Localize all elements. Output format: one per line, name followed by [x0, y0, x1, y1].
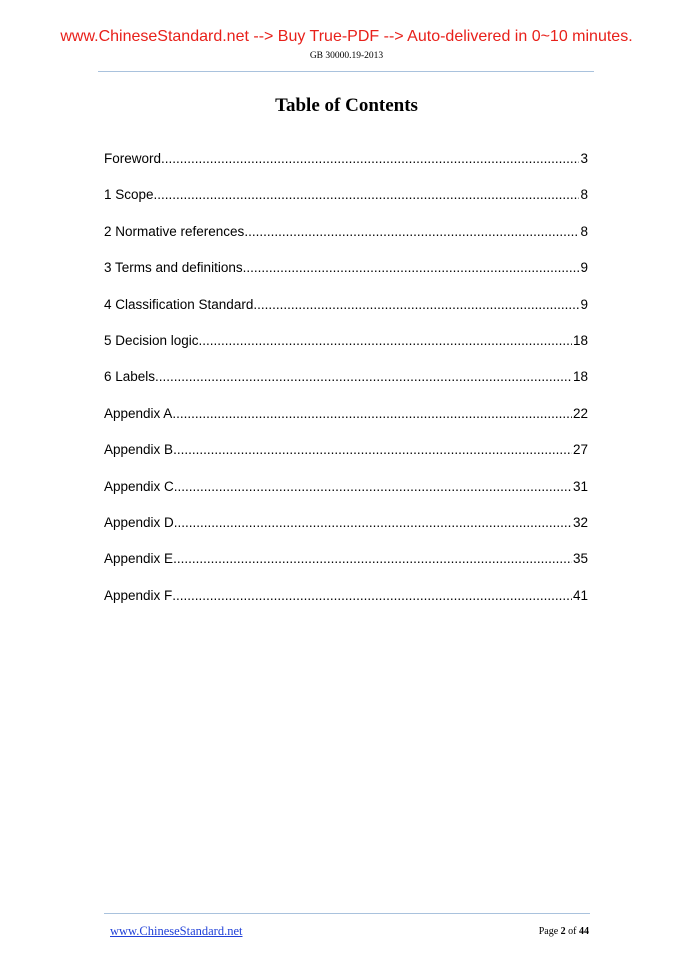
toc-entry-label: Appendix A — [104, 405, 173, 421]
toc-dot-leader — [172, 587, 572, 605]
toc-entry-scope[interactable] — [104, 186, 588, 222]
toc-entry-label: 5 Decision logic — [104, 332, 199, 348]
toc-entry-label: 6 Labels — [104, 369, 156, 385]
footer-website-link[interactable]: www.ChineseStandard.net — [110, 924, 243, 938]
toc-entry-page: 9 — [580, 260, 588, 276]
toc-entry-label: Appendix E — [104, 551, 174, 567]
toc-dot-leader — [161, 150, 579, 168]
toc-entry-page: 31 — [572, 478, 588, 494]
footer-divider — [104, 913, 590, 914]
toc-entry-decision-logic[interactable] — [104, 332, 588, 368]
toc-entry-label: Appendix D — [104, 514, 174, 530]
toc-title: Table of Contents — [275, 95, 418, 116]
toc-dot-leader — [174, 478, 572, 496]
page-number — [539, 925, 589, 939]
toc-entry-appendix-f[interactable] — [104, 587, 588, 623]
document-code: GB 30000.19-2013 — [309, 51, 384, 61]
page-total: 44 — [579, 926, 589, 937]
header-divider — [98, 71, 594, 72]
toc-entry-appendix-b[interactable] — [104, 441, 588, 477]
toc-entry-foreword[interactable] — [104, 150, 588, 186]
toc-entry-page: 9 — [580, 296, 588, 312]
toc-entry-appendix-d[interactable] — [104, 514, 588, 550]
toc-dot-leader — [173, 441, 572, 459]
toc-entry-label: Appendix B — [104, 442, 174, 458]
toc-entry-classification-standard[interactable] — [104, 296, 588, 332]
page-of: of — [568, 926, 577, 937]
toc-entry-page: 35 — [572, 551, 588, 567]
toc-entry-page: 41 — [572, 587, 588, 603]
toc-dot-leader — [243, 259, 580, 277]
toc-entry-label: 3 Terms and definitions — [104, 260, 243, 276]
toc-entry-page: 27 — [572, 442, 588, 458]
toc-entry-label: Appendix F — [104, 587, 173, 603]
toc-entry-terms-and-definitions[interactable] — [104, 259, 588, 295]
toc-dot-leader — [173, 550, 572, 568]
toc-entry-page: 18 — [572, 332, 588, 348]
toc-entry-appendix-a[interactable] — [104, 405, 588, 441]
toc-dot-leader — [172, 405, 572, 423]
toc-entry-page: 8 — [580, 223, 588, 239]
header-banner[interactable]: www.ChineseStandard.net --> Buy True-PDF --> Auto-delivered in 0~10 minutes. — [60, 28, 633, 45]
toc-dot-leader — [253, 296, 579, 314]
toc-entry-page: 3 — [580, 151, 588, 166]
toc-entry-normative-references[interactable] — [104, 223, 588, 259]
page-prefix: Page — [538, 926, 559, 937]
toc-entry-page: 8 — [580, 187, 588, 203]
toc-dot-leader — [199, 332, 572, 350]
toc-list — [104, 150, 588, 623]
toc-dot-leader — [174, 514, 572, 532]
page-current: 2 — [560, 926, 566, 937]
toc-dot-leader — [154, 186, 580, 204]
toc-entry-label: 4 Classification Standard — [104, 296, 254, 312]
toc-entry-label: Appendix C — [104, 478, 174, 494]
toc-entry-page: 32 — [572, 514, 588, 530]
toc-entry-label: 1 Scope — [104, 187, 154, 203]
toc-dot-leader — [244, 223, 579, 241]
toc-entry-page: 18 — [572, 369, 588, 385]
toc-entry-page: 22 — [572, 405, 588, 421]
toc-entry-appendix-c[interactable] — [104, 478, 588, 514]
toc-entry-label: 2 Normative references — [104, 223, 245, 239]
toc-entry-labels[interactable] — [104, 368, 588, 404]
toc-dot-leader — [155, 368, 572, 386]
toc-entry-appendix-e[interactable] — [104, 550, 588, 586]
toc-entry-label: Foreword — [104, 151, 162, 166]
